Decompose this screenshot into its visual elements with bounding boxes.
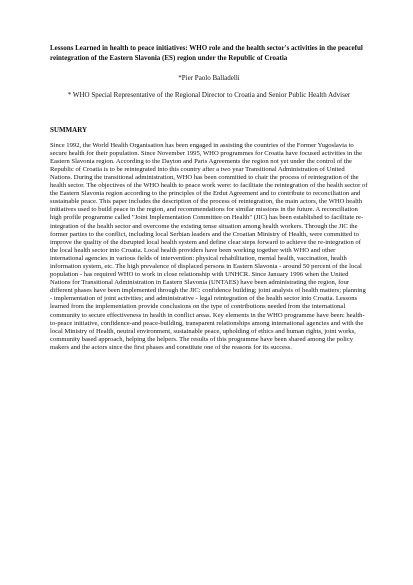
summary-heading: SUMMARY	[50, 125, 88, 134]
author-line: *Pier Paolo Balladelli	[178, 74, 240, 83]
document-page	[50, 44, 368, 352]
paper-title: Lessons Learned in health to peace initiatives: WHO role and the health sector's activities in the peaceful reintegration of the Eastern Slavonia (ES) region under the Republic of Croatia	[50, 44, 363, 62]
author-affiliation: * WHO Special Representative of the Regional Director to Croatia and Senior Public Health Adviser	[67, 91, 351, 100]
summary-paragraph: Since 1992, the World Health Organisation has been engaged in assisting the countries of the Former Yugoslavia to secure health for their population. Since November 1995, WHO programmes for Croatia have focused activities in the Eastern Slavonia region. According to the Dayton and Paris Agreements the region not yet under the control of the Republic of Croatia is to be reintegrated into this country after a two year Transitional Administration of United Nations. During the transitional administration, WHO has been committed to chair the process of reintegration of the health sector. The objectives of the WHO health to peace work were: to facilitate the reintegration of the health sector of the Eastern Slavonia region according to the principles of the Erdut Agreement and to contribute to reconciliation and sustainable peace. This paper includes the description of the process of reintegration, the main actors, the WHO health initiatives used to build peace in the region, and recommendations for similar missions in the future. A reconciliation high profile programme called "Joint Implementation Committee on Health" (JIC) has been established to facilitate re-integration of the health sector and overcome the existing tense situation among health workers. Through the JIC the former parties to the conflict, including local Serbian leaders and the Croatian Ministry of Health, were committed to improve the quality of the disrupted local health system and define clear steps forward to achieve the re-integration of the local health sector into Croatia. Local health providers have been working together with WHO and other international agencies in various fields of intervention: physical rehabilitation, mental health, vaccination, health information system, etc. The high prevalence of displaced persons in Eastern Slavonia - around 50 percent of the local population - has required WHO to work in close relationship with UNHCR. Since January 1996 when the United Nations for Transitional Administration in Eastern Slavonia (UNTAES) have been administrating the region, four different phases have been implemented through the JIC: confidence building; joint analysis of health matters; planning - implementation of joint activities; and administrative - legal reintegration of the health sector into Croatia. Lessons learned from the implementation provide conclusions on the type of contributions needed from the international community to secure effectiveness in health in conflict areas. Key elements in the WHO programme have been: health-to-peace initiative, confidence-and peace-building, transparent relationships among international agencies and with the local Ministry of Health, neutral environment, sustainable peace, upholding of ethics and human rights, joint works, community based approach, helping the helpers. The results of this programme have been shared among the policy makers and the actors since the first phases and constitute one of the reasons for its success.	[50, 141, 368, 351]
